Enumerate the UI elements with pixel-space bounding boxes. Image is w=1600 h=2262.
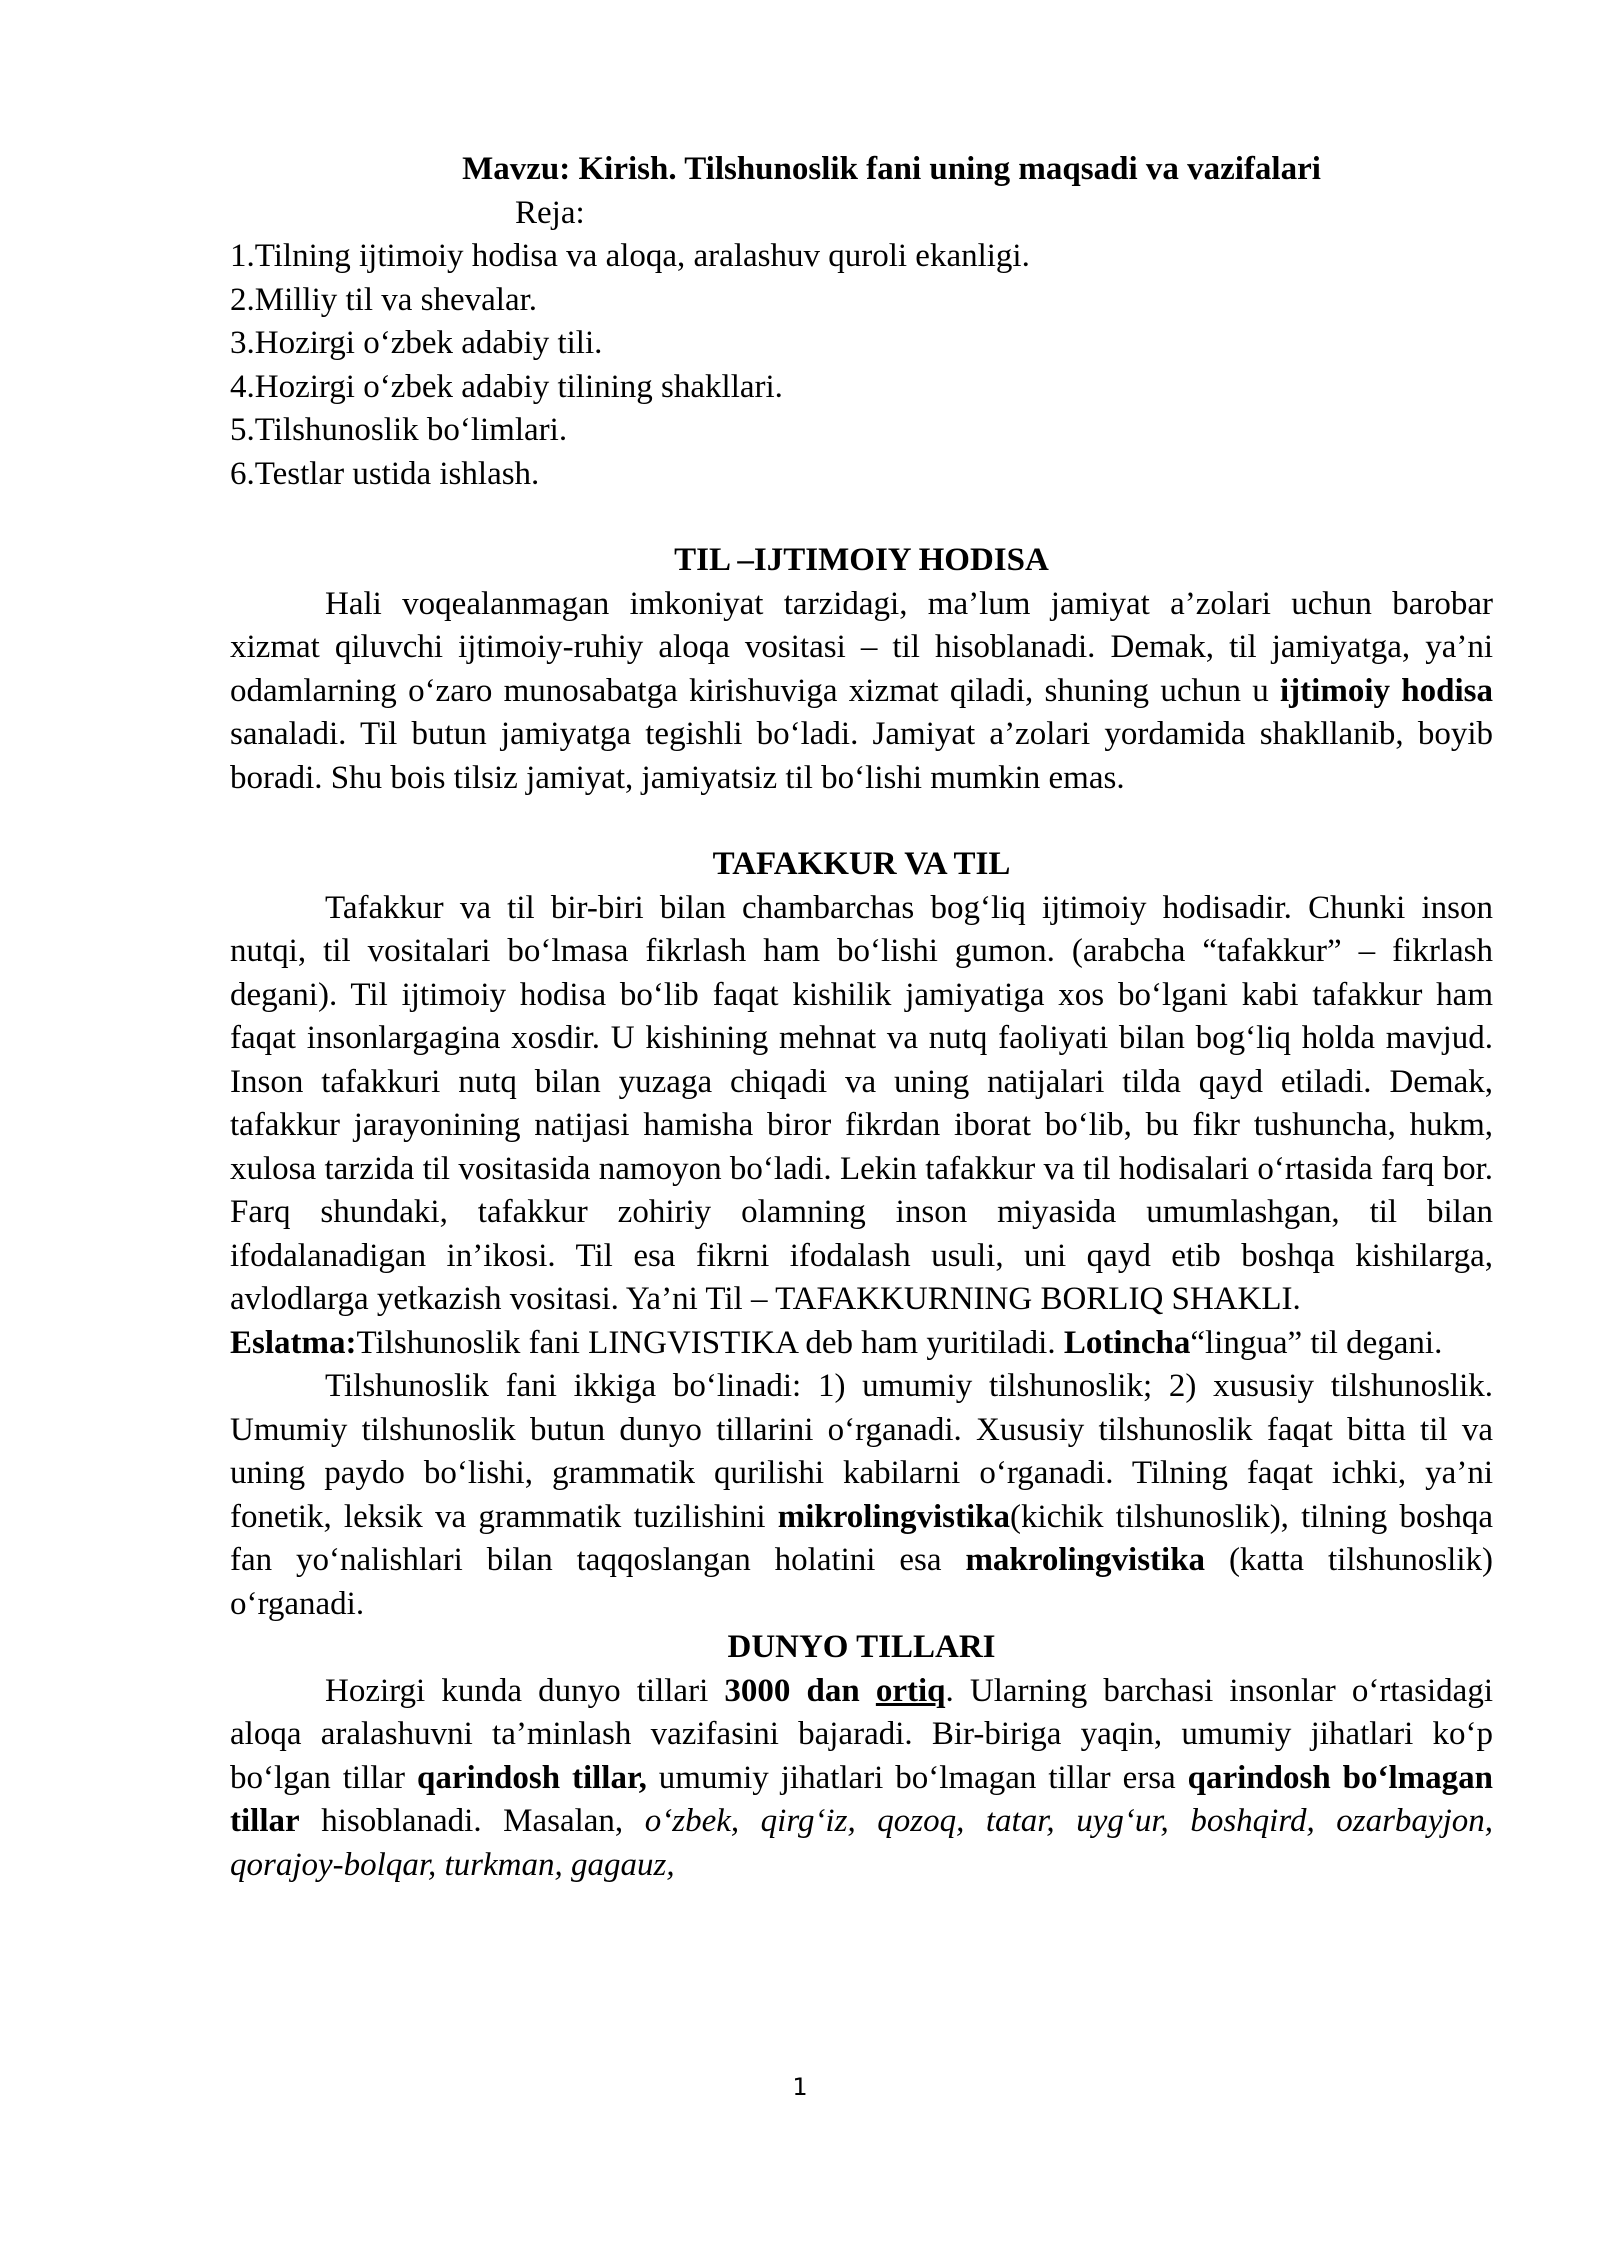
bold-term: qarindosh tillar, — [416, 1759, 647, 1796]
paragraph-tafakkur: Tafakkur va til bir-biri bilan chambarchas bog‘liq ijtimoiy hodisadir. Chunki inson nutqi, til vositalari bo‘lmasa fikrlash ham bo‘lishi gumon. (arabcha “tafakkur” – fikrlash degani). Til ijtimoiy hodisa bo‘lib faqat kishilik jamiyatiga xos bo‘lgani kabi tafakkur ham faqat insonlargagina xosdir. U kishining mehnat va nutq faoliyati bilan bog‘liq holda mavjud. Inson tafakkuri nutq bilan yuzaga chiqadi va uning natijalari tilda qayd etiladi. Demak, tafakkur jarayonining natijasi hamisha biror fikrdan iborat bo‘lib, bu fikr tushuncha, hukm, xulosa tarzida til vositasida namoyon bo‘ladi. Lekin tafakkur va til hodisalari o‘rtasida farq bor. Farq shundaki, tafakkur zohiriy olamning inson miyasida umumlashgan, til bilan ifodalanadigan in’ikosi. Til esa fikrni ifodalash usuli, uni qayd etib boshqa kishilarga, avlodlarga yetkazish vositasi. Ya’ni Til – TAFAKKURNING BORLIQ SHAKLI. — [230, 889, 1493, 1317]
note-text: “lingua” til degani. — [1190, 1324, 1443, 1361]
bold-term: 3000 dan — [724, 1672, 860, 1709]
plan-item: 6.Testlar ustida ishlash. — [230, 455, 540, 492]
bold-term: makrolingvistika — [965, 1542, 1206, 1578]
paragraph-text — [860, 1673, 876, 1709]
bold-term: Lotincha — [1063, 1324, 1191, 1361]
section-heading-til-ijtimoiy-hodisa: TIL –IJTIMOIY HODISA — [674, 542, 1049, 578]
plan-item: 1.Tilning ijtimoiy hodisa va aloqa, aralashuv quroli ekanligi. — [230, 238, 1030, 274]
plan-item: 4.Hozirgi o‘zbek adabiy tilining shakllari. — [230, 368, 783, 405]
paragraph-text: (katta tilshunoslik) o‘rganadi. — [230, 1542, 1493, 1622]
paragraph-text: (kichik tilshunoslik), tilning boshqa fan yo‘nalishlari bilan taqqoslangan holatini esa — [230, 1498, 1494, 1578]
paragraph-text: Hozirgi kunda dunyo tillari — [325, 1672, 725, 1709]
paragraph-til-ijtimoiy-hodisa — [230, 583, 1493, 801]
paragraph-text: Tilshunoslik fani ikkiga bo‘linadi: 1) umumiy tilshunoslik; 2) xususiy tilshunoslik. Umumiy tilshunoslik butun dunyo tillarini o‘rganadi. Xususiy tilshunoslik faqat bitta til va uning paydo bo‘lishi, grammatik qurilishi kabilarni o‘rganadi. Tilning faqat ichki, ya’ni fonetik, leksik va grammatik tuzilishini — [230, 1368, 1493, 1535]
page-number: 1 — [792, 2073, 808, 2101]
paragraph-text: umumiy jihatlari bo‘lmagan tillar ersa — [646, 1759, 1188, 1796]
paragraph-text: Hali voqealanmagan imkoniyat tarzidagi, ma’lum jamiyat a’zolari uchun barobar xizmat qiluvchi ijtimoiy-ruhiy aloqa vositasi – til hisoblanadi. Demak, til jamiyatga, ya’ni odamlarning o‘zaro munosabatga kirishuviga xizmat qiladi, shuning uchun u — [230, 585, 1493, 709]
bold-term: qarindosh bo‘lmagan tillar — [230, 1759, 1493, 1839]
plan-item: 2.Milliy til va shevalar. — [230, 281, 538, 318]
paragraph-text: sanaladi. Til butun jamiyatga tegishli bo‘ladi. Jamiyat a’zolari yordamida shakllanib, boyib boradi. Shu bois tilsiz jamiyat, jamiyatsiz til bo‘lishi mumkin emas. — [230, 716, 1493, 796]
plan-label: Reja: — [515, 194, 585, 231]
note-paragraph — [230, 1322, 1493, 1366]
paragraph-tilshunoslik-bolimlari — [230, 1365, 1493, 1626]
document-title: Mavzu: Kirish. Tilshunoslik fani uning maqsadi va vazifalari — [462, 151, 1321, 187]
bold-term: mikrolingvistika — [777, 1498, 1010, 1535]
document-page — [230, 148, 1493, 1887]
plan-item: 3.Hozirgi o‘zbek adabiy tili. — [230, 325, 603, 361]
section-heading-tafakkur-va-til: TAFAKKUR VA TIL — [712, 846, 1011, 882]
note-label: Eslatma: — [230, 1324, 357, 1361]
paragraph-text: . Ularning barchasi insonlar o‘rtasidagi aloqa aralashuvni ta’minlash vazifasini bajaradi. Bir-biriga yaqin, umumiy jihatlari ko‘p bo‘lgan tillar — [230, 1672, 1493, 1796]
paragraph-text: hisoblanadi. Masalan, — [299, 1803, 645, 1839]
italic-language-list: o‘zbek, qirg‘iz, qozoq, tatar, uyg‘ur, boshqird, ozarbayjon, qorajoy-bolqar, turkman, gagauz, — [230, 1803, 1493, 1883]
note-text: Tilshunoslik fani LINGVISTIKA deb ham yuritiladi. — [356, 1324, 1064, 1361]
bold-term: ijtimoiy hodisa — [1280, 672, 1493, 709]
plan-item: 5.Tilshunoslik bo‘limlari. — [230, 412, 568, 448]
bold-underlined-term: ortiq — [875, 1672, 946, 1709]
paragraph-dunyo-tillari — [230, 1670, 1493, 1888]
section-heading-dunyo-tillari: DUNYO TILLARI — [727, 1629, 996, 1665]
